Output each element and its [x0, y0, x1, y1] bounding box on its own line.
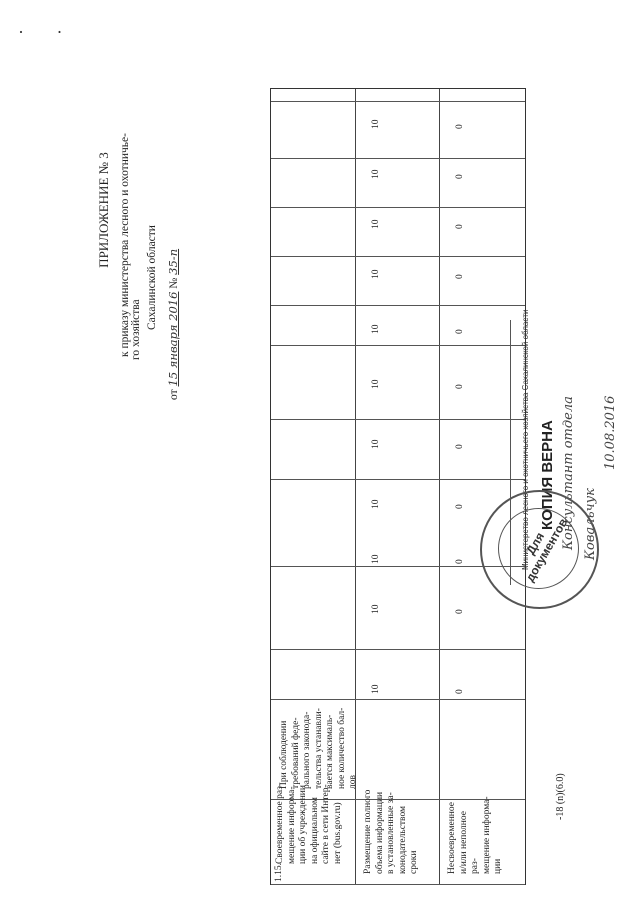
table-line [271, 884, 525, 885]
table-line [271, 158, 525, 159]
score-cell: 10 [371, 439, 381, 449]
score-cell: 10 [371, 684, 381, 694]
score-cell: 0 [455, 124, 465, 129]
score-cell: 0 [455, 274, 465, 279]
copy-stamp-org: Министерство лесного и охотничьего хозяйства Сахалинской области [521, 309, 530, 570]
score-cell: 0 [455, 384, 465, 389]
table-line [271, 305, 525, 306]
table-line [439, 89, 440, 884]
score-cell: 0 [455, 329, 465, 334]
appendix-title: ПРИЛОЖЕНИЕ № 3 [96, 152, 111, 268]
score-cell: 10 [371, 499, 381, 509]
score-cell: 0 [455, 559, 465, 564]
table-line [271, 649, 525, 650]
order-reference-line3: Сахалинской области [146, 225, 158, 330]
condition-cell: При соблюдении требований феде- рального законода- тельства устанавли- вается максималь- ное количество бал- лов [279, 707, 358, 789]
score-cell: 10 [371, 219, 381, 229]
score-cell: 10 [371, 324, 381, 334]
score-cell: 10 [371, 604, 381, 614]
order-date-line [166, 249, 180, 400]
score-cell: 0 [455, 504, 465, 509]
copy-stamp-date: 10.08.2016 [603, 395, 618, 470]
from-label: от [168, 389, 180, 400]
score-cell: 10 [371, 269, 381, 279]
criteria-table [270, 88, 526, 885]
score-cell: 0 [455, 174, 465, 179]
page-footnote: -18 (n)(6.0) [555, 773, 566, 820]
score-cell: 10 [371, 379, 381, 389]
copy-stamp-signature-name: Ковальчук [583, 488, 598, 560]
table-line [271, 699, 525, 700]
sub-row-label: Несвоевременное и/или неполное раз- мещение информа- ции [447, 796, 503, 874]
table-line [271, 101, 525, 102]
score-cell: 10 [371, 554, 381, 564]
score-cell: 0 [455, 689, 465, 694]
indicator-cell: Своевременное раз- мещение информа- ции об учреждении на официальном сайте в сети Интер- нет (bus.gov.ru) [275, 782, 343, 864]
table-line [271, 345, 525, 346]
table-line [271, 207, 525, 208]
order-number: 35-п [166, 248, 180, 275]
sub-row-label: Размещение полного объема информации в установленные за- конодательством сроки [363, 789, 419, 874]
order-reference-line1: к приказу министерства лесного и охотничье- [119, 133, 131, 357]
score-cell: 0 [455, 444, 465, 449]
row-number: 1.15. [274, 863, 284, 882]
number-label: № [168, 277, 180, 289]
score-cell: 10 [371, 169, 381, 179]
score-cell: 0 [455, 609, 465, 614]
table-line [271, 256, 525, 257]
scan-dots: · · [18, 22, 77, 42]
seal-center-text: Для документов [522, 515, 571, 585]
copy-stamp-title: КОПИЯ ВЕРНА [539, 420, 556, 530]
order-reference-line2: го хозяйства [130, 299, 142, 360]
copy-stamp-signature: Консультант отдела [561, 396, 576, 550]
score-cell: 0 [455, 224, 465, 229]
table-line [271, 419, 525, 420]
round-seal [480, 490, 599, 609]
table-line [271, 479, 525, 480]
order-date: 15 января 2016 [166, 291, 180, 387]
score-cell: 10 [371, 119, 381, 129]
